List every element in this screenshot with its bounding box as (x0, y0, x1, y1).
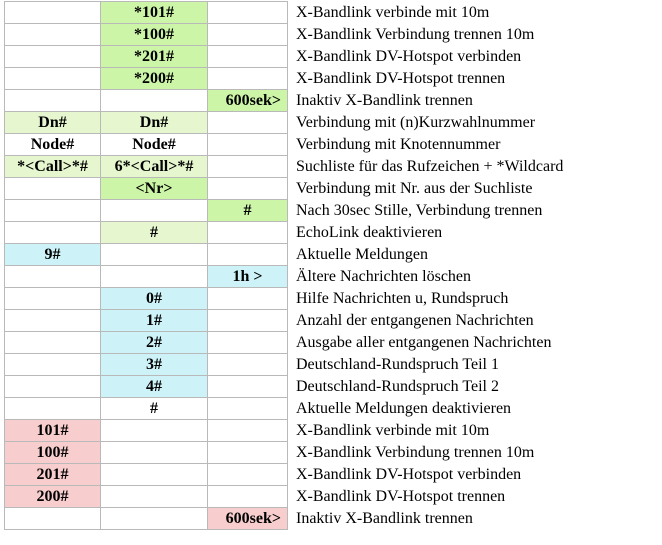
cell-col3 (208, 464, 288, 486)
cell-description: X-Bandlink verbinde mit 10m (296, 421, 490, 439)
cell-col3: 600sek> (208, 508, 288, 530)
cell-col1: 100# (5, 442, 101, 464)
cell-col2: 0# (101, 288, 208, 310)
cell-col2: *100# (101, 24, 208, 46)
cell-col3 (208, 244, 288, 266)
cell-col3 (208, 376, 288, 398)
cell-description: Verbindung mit (n)Kurzwahlnummer (296, 113, 536, 131)
command-table-container (4, 1, 658, 530)
cell-col3 (208, 486, 288, 508)
cell-description: Anzahl der entgangenen Nachrichten (296, 311, 534, 329)
cell-col2 (101, 420, 208, 442)
cell-description: Nach 30sec Stille, Verbindung trennen (296, 201, 543, 219)
cell-description: Deutschland-Rundspruch Teil 1 (296, 355, 499, 373)
cell-col2: # (101, 398, 208, 420)
cell-col2: 1# (101, 310, 208, 332)
cell-description: X-Bandlink DV-Hotspot verbinden (296, 47, 522, 65)
table-row (5, 46, 658, 68)
cell-description: Ältere Nachrichten löschen (296, 267, 472, 285)
cell-col2: *200# (101, 68, 208, 90)
cell-col1 (5, 288, 101, 310)
table-row (5, 200, 658, 222)
table-row (5, 420, 658, 442)
cell-col3 (208, 2, 288, 24)
cell-col3 (208, 178, 288, 200)
cell-col2 (101, 442, 208, 464)
table-row (5, 90, 658, 112)
table-row (5, 156, 658, 178)
cell-col1: 201# (5, 464, 101, 486)
table-row (5, 222, 658, 244)
cell-description: EchoLink deaktivieren (296, 223, 443, 241)
cell-col2: # (101, 222, 208, 244)
cell-col3 (208, 332, 288, 354)
cell-col3 (208, 112, 288, 134)
cell-col2: Dn# (101, 112, 208, 134)
table-row (5, 354, 658, 376)
cell-col3 (208, 420, 288, 442)
cell-description: Inaktiv X-Bandlink trennen (296, 509, 473, 527)
table-row (5, 134, 658, 156)
cell-col2 (101, 244, 208, 266)
cell-col3 (208, 24, 288, 46)
table-row (5, 464, 658, 486)
cell-description: X-Bandlink Verbindung trennen 10m (296, 25, 535, 43)
cell-col1 (5, 24, 101, 46)
cell-col1 (5, 376, 101, 398)
cell-col2 (101, 464, 208, 486)
cell-col3 (208, 442, 288, 464)
cell-col3: # (208, 200, 288, 222)
cell-col2 (101, 90, 208, 112)
table-row (5, 2, 658, 24)
cell-col2: <Nr> (101, 178, 208, 200)
cell-col3 (208, 354, 288, 376)
cell-col1 (5, 398, 101, 420)
table-row (5, 266, 658, 288)
cell-col2: *101# (101, 2, 208, 24)
cell-col1 (5, 266, 101, 288)
table-row (5, 244, 658, 266)
cell-col1 (5, 68, 101, 90)
cell-col2: 6*<Call>*# (101, 156, 208, 178)
cell-col3 (208, 288, 288, 310)
cell-col3 (208, 156, 288, 178)
table-row (5, 112, 658, 134)
table-row (5, 486, 658, 508)
cell-description: Verbindung mit Knotennummer (296, 135, 501, 153)
table-row (5, 68, 658, 90)
cell-col3 (208, 68, 288, 90)
cell-col3 (208, 310, 288, 332)
cell-description: X-Bandlink DV-Hotspot trennen (296, 69, 506, 87)
cell-description: X-Bandlink Verbindung trennen 10m (296, 443, 535, 461)
cell-col2: 2# (101, 332, 208, 354)
cell-description: Verbindung mit Nr. aus der Suchliste (296, 179, 533, 197)
cell-description: X-Bandlink DV-Hotspot verbinden (296, 465, 522, 483)
cell-col1: *<Call>*# (5, 156, 101, 178)
cell-col3 (208, 222, 288, 244)
table-row (5, 376, 658, 398)
table-row (5, 310, 658, 332)
cell-description: Inaktiv X-Bandlink trennen (296, 91, 473, 109)
cell-col1 (5, 200, 101, 222)
cell-description: Aktuelle Meldungen deaktivieren (296, 399, 512, 417)
cell-description: Suchliste für das Rufzeichen + *Wildcard (296, 157, 564, 175)
table-row (5, 24, 658, 46)
cell-description: Hilfe Nachrichten u, Rundspruch (296, 289, 509, 307)
cell-col2 (101, 486, 208, 508)
table-row (5, 288, 658, 310)
cell-col1: 9# (5, 244, 101, 266)
cell-col1 (5, 354, 101, 376)
table-row (5, 508, 658, 530)
cell-description: Deutschland-Rundspruch Teil 2 (296, 377, 499, 395)
table-row (5, 398, 658, 420)
cell-col3: 600sek> (208, 90, 288, 112)
cell-description: Ausgabe aller entgangenen Nachrichten (296, 333, 552, 351)
cell-description: X-Bandlink verbinde mit 10m (296, 3, 490, 21)
table-row (5, 332, 658, 354)
cell-col1 (5, 222, 101, 244)
cell-col1 (5, 178, 101, 200)
cell-col1 (5, 332, 101, 354)
cell-col1 (5, 90, 101, 112)
cell-col2 (101, 200, 208, 222)
cell-col1: 101# (5, 420, 101, 442)
cell-description: X-Bandlink DV-Hotspot trennen (296, 487, 506, 505)
cell-col3 (208, 134, 288, 156)
cell-col3 (208, 46, 288, 68)
cell-col1 (5, 508, 101, 530)
cell-col1: Node# (5, 134, 101, 156)
cell-col3: 1h > (208, 266, 288, 288)
table-row (5, 178, 658, 200)
command-table (4, 1, 658, 530)
cell-col2: 3# (101, 354, 208, 376)
cell-col1 (5, 2, 101, 24)
cell-col1: 200# (5, 486, 101, 508)
cell-col2: 4# (101, 376, 208, 398)
cell-col1: Dn# (5, 112, 101, 134)
cell-col2: Node# (101, 134, 208, 156)
cell-col2: *201# (101, 46, 208, 68)
cell-description: Aktuelle Meldungen (296, 245, 428, 263)
cell-col1 (5, 46, 101, 68)
cell-col2 (101, 266, 208, 288)
cell-col2 (101, 508, 208, 530)
cell-col3 (208, 398, 288, 420)
cell-col1 (5, 310, 101, 332)
table-row (5, 442, 658, 464)
